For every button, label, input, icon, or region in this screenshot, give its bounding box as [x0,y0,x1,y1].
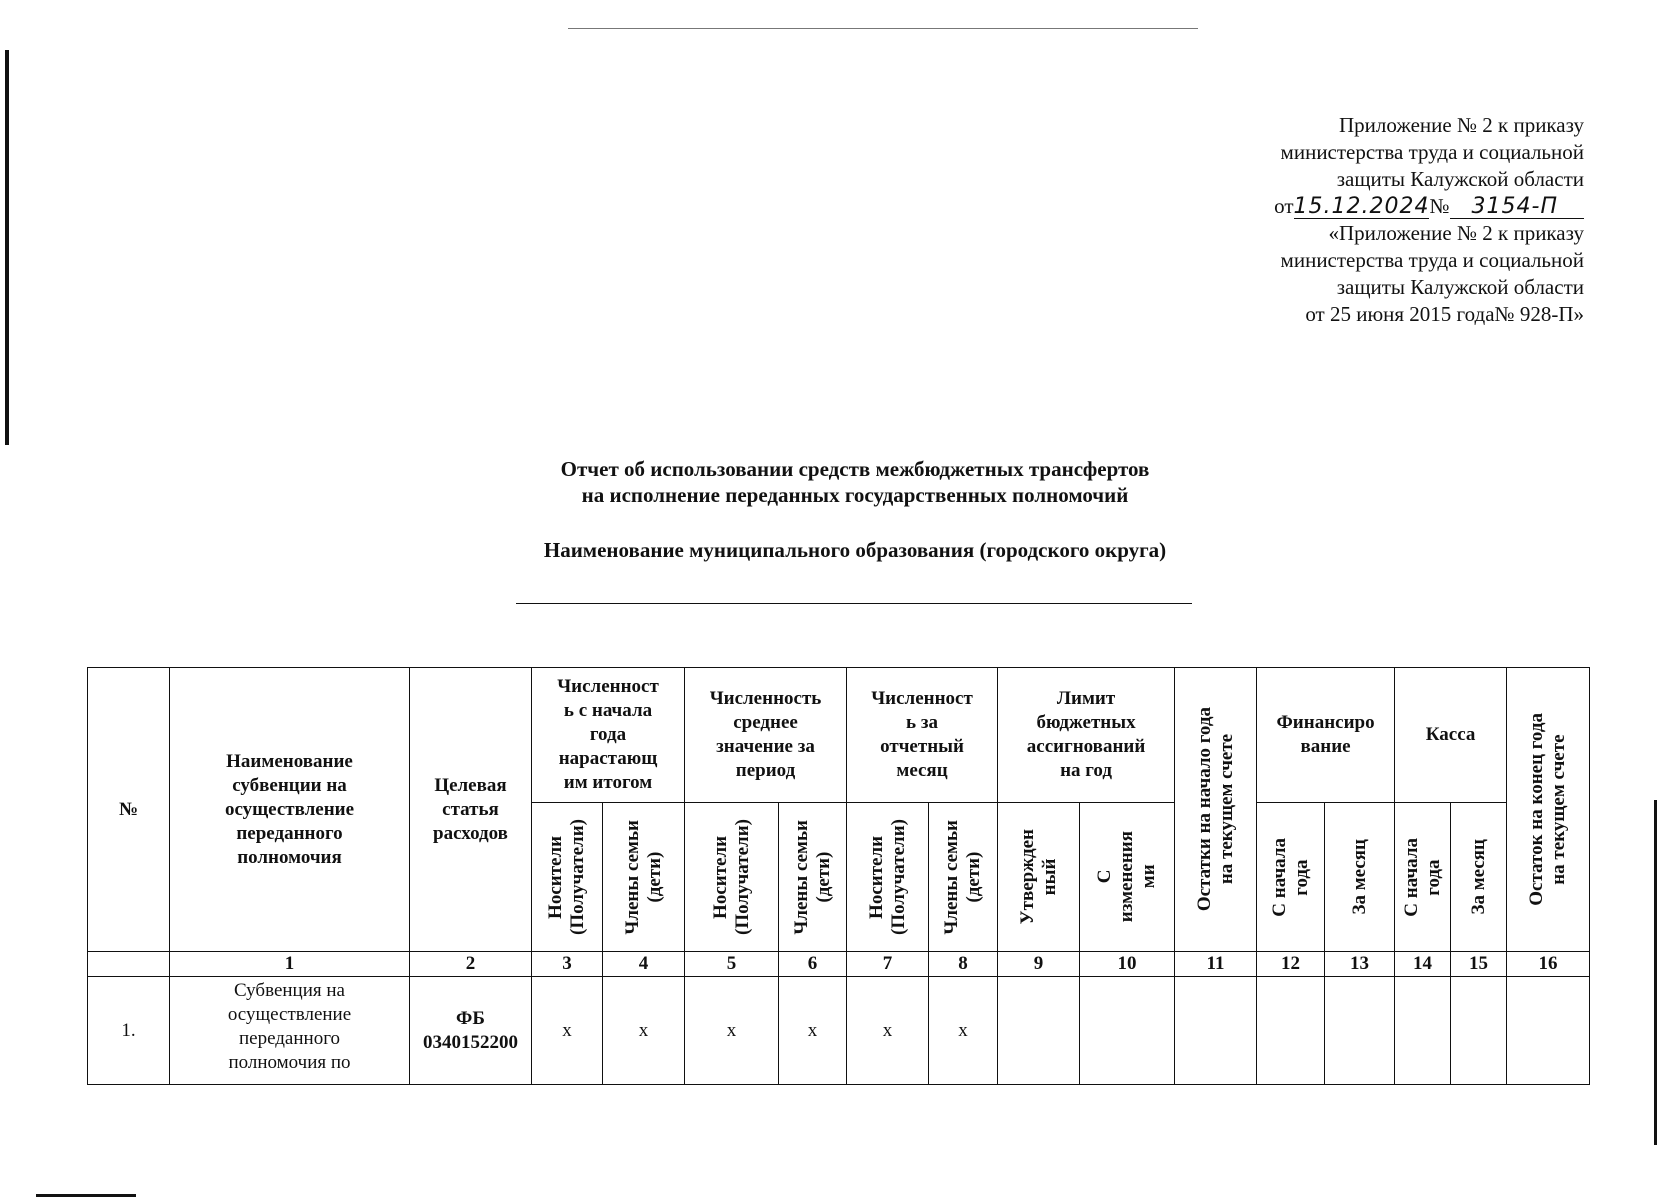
col-number-10: 10 [1080,952,1175,977]
row-subvention-name: Субвенция на осуществление переданного полномочия по [170,977,410,1085]
header-line-5: «Приложение № 2 к приказу [1328,221,1584,245]
number-label: № [1429,194,1450,218]
header-line-1: Приложение № 2 к приказу [1339,113,1584,137]
order-appendix-header [1164,112,1584,328]
col-header-balance-end [1507,668,1590,952]
balance-start-text: Остатки на начало года на текущем счете [1193,707,1237,912]
col-header-name: Наименование субвенции на осуществление переданного полномочия [170,668,410,952]
column-number-row [88,952,1590,977]
sub-carriers-avg-text: Носители (Получатели) [709,819,753,935]
sub-family-avg [779,803,847,952]
row-cell-16 [1507,977,1590,1085]
col-header-target: Целевая статья расходов [410,668,532,952]
sub-carriers-month [847,803,929,952]
col-number-6: 6 [779,952,847,977]
sub-carriers-ytd [532,803,603,952]
scan-top-dash [568,28,1198,29]
header-line-3: защиты Калужской области [1336,167,1584,191]
from-label: от [1274,194,1294,218]
col-number-1: 1 [170,952,410,977]
sub-family-ytd [603,803,685,952]
sub-carriers-avg [685,803,779,952]
sub-with-changes-text: С изменения ми [1094,831,1160,923]
handwritten-number: 3154-П [1450,196,1584,219]
col-number-2: 2 [410,952,532,977]
scan-edge-mark-bottom [36,1194,136,1197]
col-number-15: 15 [1451,952,1507,977]
sub-fin-month-text: За месяц [1348,839,1370,915]
col-number-16: 16 [1507,952,1590,977]
sub-fin-month [1325,803,1395,952]
row-cell-12 [1257,977,1325,1085]
sub-cash-year-start-text: С начала года [1400,837,1444,917]
header-line-2: министерства труда и социальной [1280,140,1584,164]
col-header-count-ytd: Численност ь с начала года нарастающ им итогом [532,668,685,803]
table-row [88,977,1590,1085]
col-number-blank [88,952,170,977]
sub-cash-month-text: За месяц [1467,839,1489,915]
col-header-no: № [88,668,170,952]
order-date-number [1164,193,1584,220]
row-cell-10 [1080,977,1175,1085]
row-cell-5: х [685,977,779,1085]
sub-cash-year-start [1395,803,1451,952]
scan-edge-mark-right [1654,800,1657,1145]
col-number-5: 5 [685,952,779,977]
sub-family-month [929,803,998,952]
row-number: 1. [88,977,170,1085]
report-table [87,667,1590,1085]
header-line-6: министерства труда и социальной [1280,248,1584,272]
sub-family-month-text: Члены семьи (дети) [941,819,985,935]
row-cell-8: х [929,977,998,1085]
sub-approved [998,803,1080,952]
row-cell-14 [1395,977,1451,1085]
report-title-line-1: Отчет об использовании средств межбюджетных трансфертов [560,457,1150,481]
header-row [88,668,1590,803]
col-header-financing: Финансиро вание [1257,668,1395,803]
row-cell-7: х [847,977,929,1085]
col-header-count-month: Численност ь за отчетный месяц [847,668,998,803]
col-header-limit: Лимит бюджетных ассигнований на год [998,668,1175,803]
col-number-4: 4 [603,952,685,977]
sub-fin-year-start [1257,803,1325,952]
col-number-12: 12 [1257,952,1325,977]
header-line-7: защиты Калужской области [1336,275,1584,299]
row-cell-6: х [779,977,847,1085]
col-header-cash: Касса [1395,668,1507,803]
report-title-line-2: на исполнение переданных государственных полномочий [581,483,1129,507]
row-target-code: ФБ 0340152200 [410,977,532,1085]
row-cell-3: х [532,977,603,1085]
sub-cash-month [1451,803,1507,952]
sub-family-avg-text: Члены семьи (дети) [790,819,834,935]
municipality-label: Наименование муниципального образования (городского округа) [543,538,1167,562]
row-cell-15 [1451,977,1507,1085]
scan-edge-mark-left [5,50,9,445]
handwritten-date: 15.12.2024 [1293,194,1430,219]
col-number-11: 11 [1175,952,1257,977]
municipality-name-blank-line [516,603,1192,604]
row-cell-13 [1325,977,1395,1085]
col-number-3: 3 [532,952,603,977]
sub-with-changes [1080,803,1175,952]
col-number-7: 7 [847,952,929,977]
sub-carriers-ytd-text: Носители (Получатели) [545,819,588,935]
row-cell-4: х [603,977,685,1085]
col-number-14: 14 [1395,952,1451,977]
col-header-balance-start [1175,668,1257,952]
balance-end-text: Остаток на конец года на текущем счете [1526,713,1570,906]
header-line-8: от 25 июня 2015 года№ 928-П» [1305,302,1584,326]
col-number-9: 9 [998,952,1080,977]
row-cell-11 [1175,977,1257,1085]
sub-carriers-month-text: Носители (Получатели) [865,819,909,935]
col-number-8: 8 [929,952,998,977]
report-title [0,456,1660,508]
sub-approved-text: Утвержден ный [1016,829,1060,925]
col-header-count-avg: Численность среднее значение за период [685,668,847,803]
col-number-13: 13 [1325,952,1395,977]
sub-family-ytd-text: Члены семьи (дети) [621,819,665,935]
sub-fin-year-start-text: С начала года [1268,837,1312,917]
row-cell-9 [998,977,1080,1085]
